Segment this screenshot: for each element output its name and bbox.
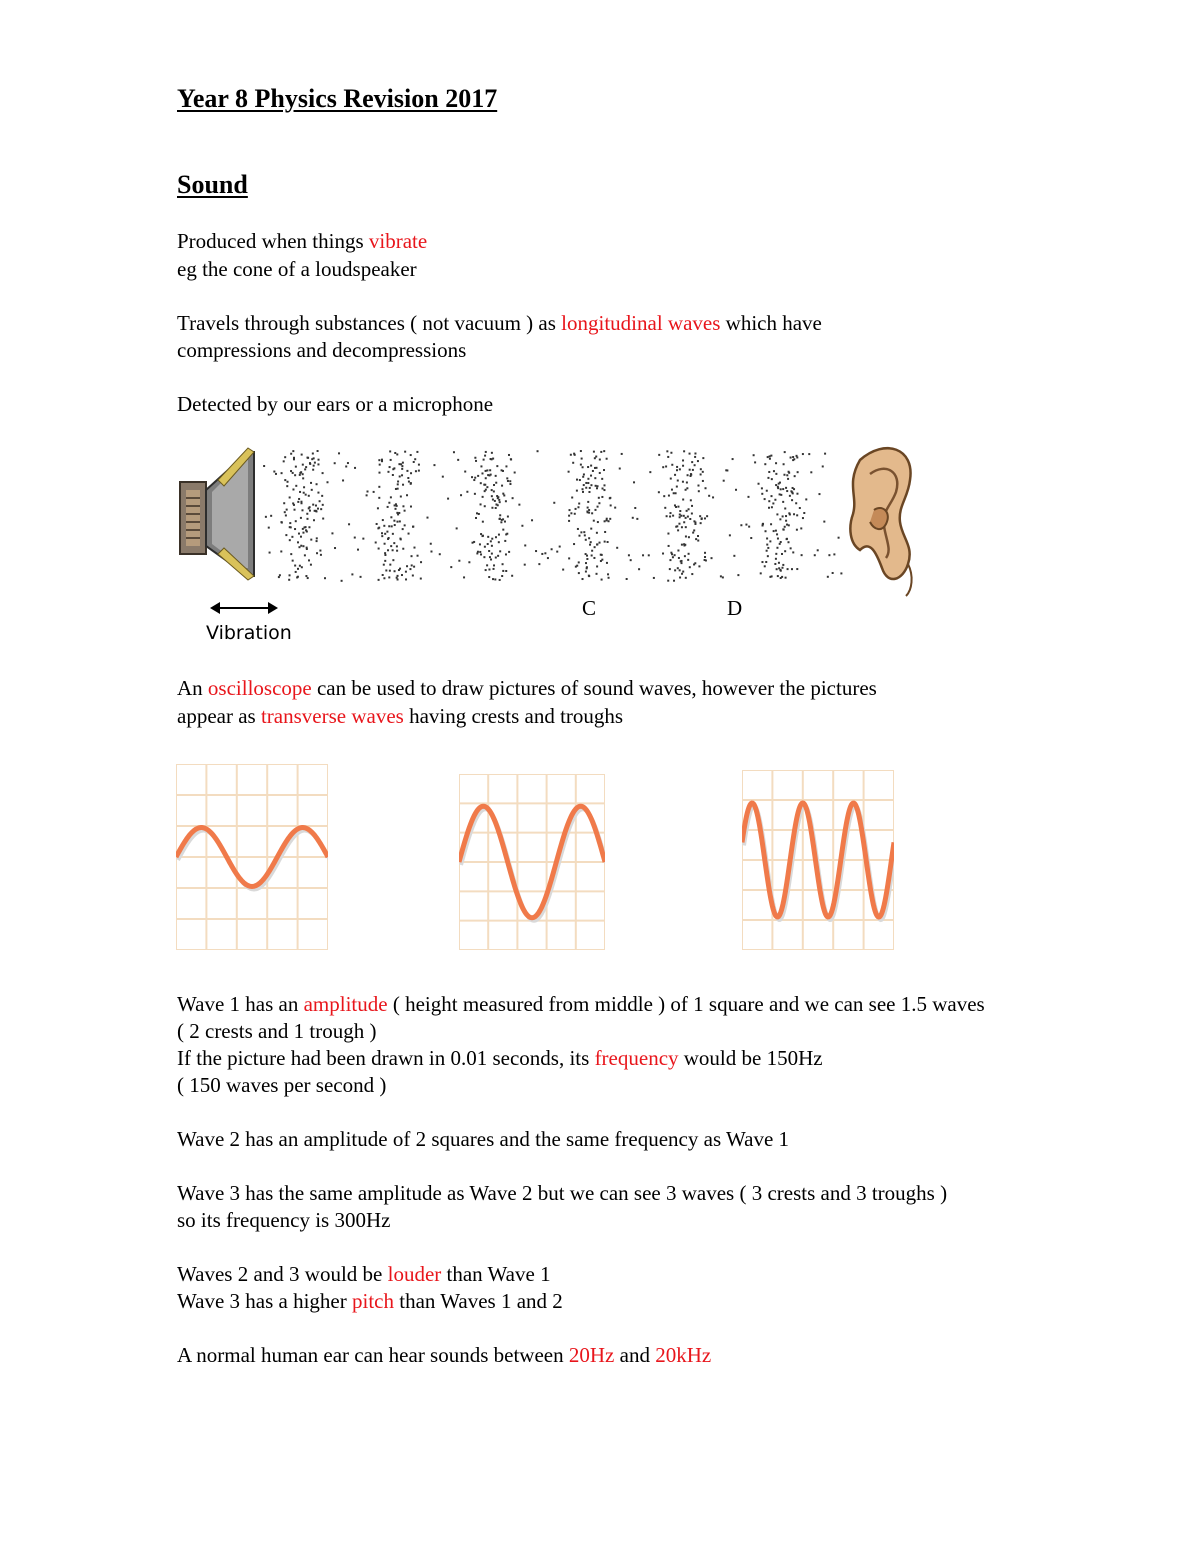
- text-line-compressions: compressions and decompressions: [177, 338, 467, 362]
- text-line-wave1-crests: ( 2 crests and 1 trough ): [177, 1019, 377, 1043]
- section-heading-sound: Sound: [177, 170, 248, 199]
- wave-shadow: [178, 831, 328, 890]
- page-title: Year 8 Physics Revision 2017: [177, 84, 498, 113]
- text-line-wave2: Wave 2 has an amplitude of 2 squares and the same frequency as Wave 1: [177, 1127, 790, 1151]
- label-d: D: [727, 596, 743, 620]
- text-line-example: eg the cone of a loudspeaker: [177, 257, 417, 281]
- text-line-frequency: If the picture had been drawn in 0.01 seconds, its frequency would be 150Hz: [177, 1046, 823, 1070]
- text-line-pitch: Wave 3 has a higher pitch than Waves 1 and 2: [177, 1289, 563, 1313]
- air-particles: [263, 450, 842, 582]
- ear-icon: [850, 448, 911, 596]
- longitudinal-wave-diagram: [170, 440, 930, 650]
- oscilloscope-wave-2: [459, 774, 605, 950]
- text-line-detected: Detected by our ears or a microphone: [177, 392, 494, 416]
- text-line-oscilloscope: An oscilloscope can be used to draw pictures of sound waves, however the pictures: [177, 676, 877, 700]
- vibration-arrow: [210, 602, 278, 614]
- text-line-produced: Produced when things vibrate: [177, 229, 428, 253]
- label-vibration: Vibration: [206, 622, 292, 644]
- text-line-waves-per-second: ( 150 waves per second ): [177, 1073, 387, 1097]
- oscilloscope-wave-1: [176, 764, 328, 950]
- oscilloscope-wave-3: [742, 770, 894, 950]
- text-line-wave3: Wave 3 has the same amplitude as Wave 2 but we can see 3 waves ( 3 crests and 3 troughs ): [177, 1181, 948, 1205]
- text-line-transverse: appear as transverse waves having crests and troughs: [177, 704, 624, 728]
- label-c: C: [582, 596, 597, 620]
- text-line-louder: Waves 2 and 3 would be louder than Wave 1: [177, 1262, 551, 1286]
- text-line-wave1: Wave 1 has an amplitude ( height measured from middle ) of 1 square and we can see 1.5 waves: [177, 992, 985, 1016]
- text-line-travels: Travels through substances ( not vacuum ) as longitudinal waves which have: [177, 311, 822, 335]
- text-line-wave3-frequency: so its frequency is 300Hz: [177, 1208, 391, 1232]
- wave-shadow: [461, 809, 605, 920]
- loudspeaker-icon: [180, 448, 254, 580]
- text-line-hearing-range: A normal human ear can hear sounds between 20Hz and 20kHz: [177, 1343, 712, 1367]
- sound-wave-illustration: [170, 440, 930, 650]
